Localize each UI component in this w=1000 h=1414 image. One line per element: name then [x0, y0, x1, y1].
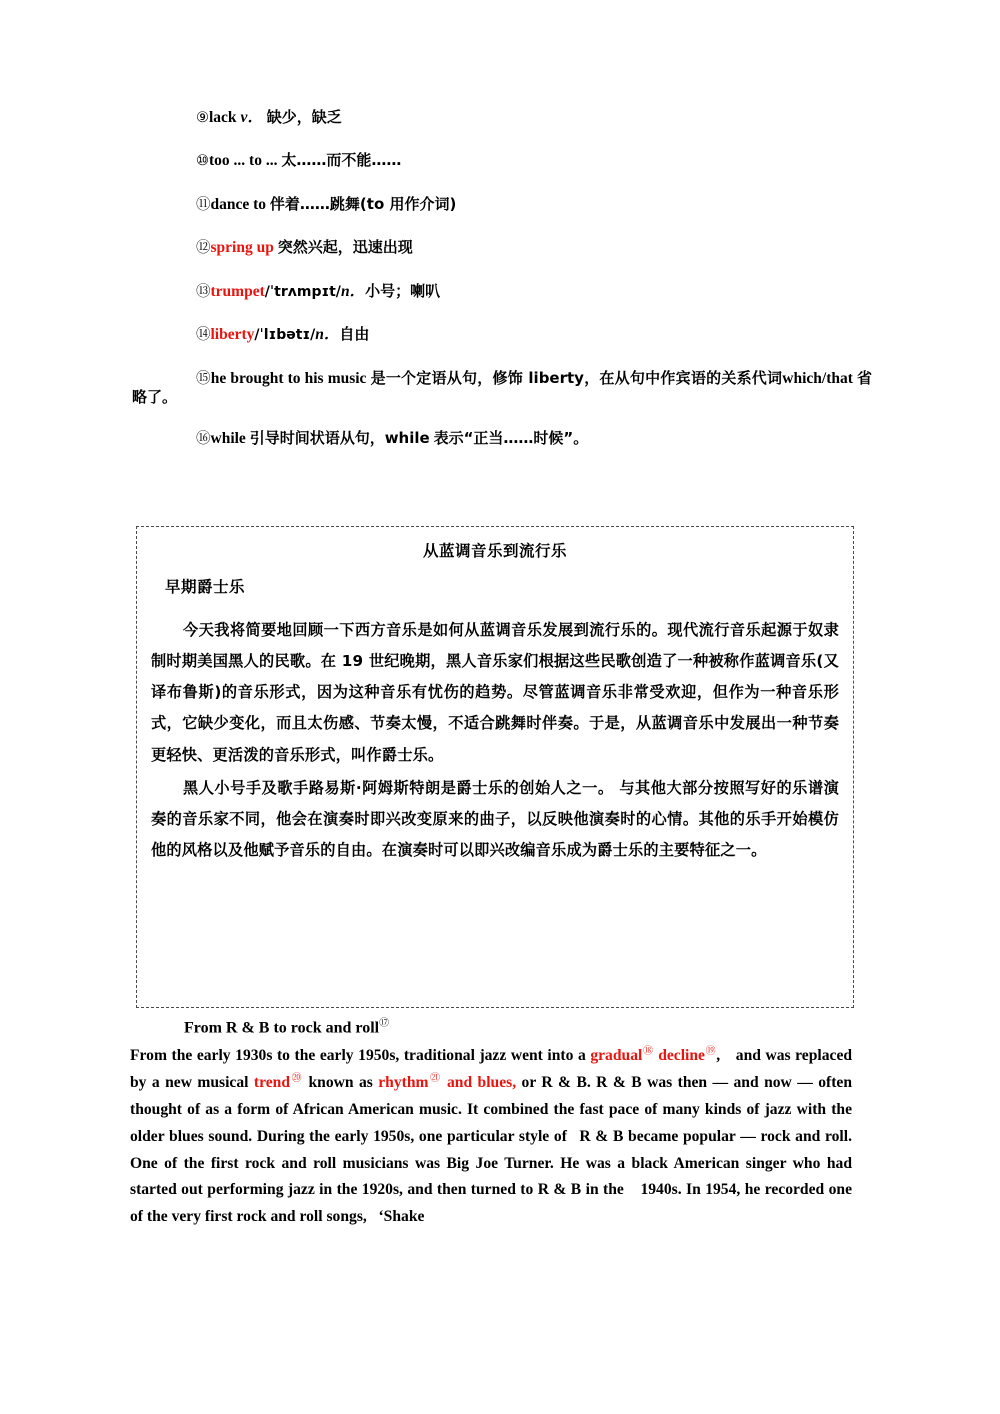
translation-box-title: 从蓝调音乐到流行乐	[422, 542, 567, 560]
item-number-10: ⑩	[196, 153, 209, 170]
translation-paragraph-2: 黑人小号手及歌手路易斯·阿姆斯特朗是爵士乐的创始人之一。 与其他大部分按照写好的乐谱演奏的音乐家不同，他会在演奏时即兴改变原来的曲子，以反映他演奏时的心情。其他的乐手开始模仿他的风格以及他赋予音乐的自由。在演奏时可以即兴改编音乐成为爵士乐的主要特征之一。	[151, 778, 839, 860]
vocab-meaning-14: 自由	[339, 325, 370, 343]
grammar-term-16: while	[210, 430, 246, 448]
english-text-run-4: , and was replaced by a new musical	[130, 1047, 853, 1092]
english-text-run-5: trend	[253, 1074, 291, 1092]
grammar-note-16	[132, 429, 872, 448]
item-number-14: ⑭	[196, 327, 211, 343]
grammar-term-15b: which/that	[782, 369, 853, 387]
vocab-entry-12	[132, 238, 872, 257]
vocab-pos-9: v．	[240, 109, 263, 126]
english-text-run-9: or R & B. R & B was then — and now — often thought of as a form of African American music. It combined the fast pace of many kinds of jazz with the older blues sound. During the early 1950s, one particular style of R & B became popular — rock and roll. One of the first rock and roll musicians was Big Joe Turner. He was a black American singer who had started out performing jazz in the 1920s, and then turned to R & B in the 1940s. In 1954, he recorded one of the very first rock and roll songs, ‘Shake	[130, 1074, 853, 1226]
vocabulary-list	[132, 108, 872, 449]
footnote-marker-1: ⑱	[642, 1046, 654, 1057]
english-text-run-8: and blues,	[441, 1074, 517, 1092]
vocab-phonetic-14: /ˈlɪbətɪ/	[254, 327, 316, 343]
vocab-pos-13: n．	[340, 282, 366, 300]
item-number-16: ⑯	[196, 431, 211, 448]
item-number-13: ⑬	[196, 283, 211, 300]
vocab-entry-13	[132, 282, 872, 302]
english-heading-text: From R & B to rock and roll	[184, 1019, 380, 1037]
vocab-pos-14: n．	[315, 326, 340, 343]
vocab-term-11: dance to	[210, 195, 267, 213]
vocab-entry-14	[132, 325, 872, 345]
english-text-run-3: decline	[658, 1047, 705, 1065]
translation-paragraph-1: 今天我将简要地回顾一下西方音乐是如何从蓝调音乐发展到流行乐的。现代流行音乐起源于奴隶制时期美国黑人的民歌。在 19 世纪晚期，黑人音乐家们根据这些民歌创造了一种被称作蓝调音乐(又译布鲁斯)的音乐形式，因为这种音乐有忧伤的趋势。尽管蓝调音乐非常受欢迎，但作为一种音乐形式，它缺少变化，而且太伤感、节奏太慢，不适合跳舞时伴奏。于是，从蓝调音乐中发展出一种节奏更轻快、更活泼的音乐形式，叫作爵士乐。	[151, 621, 839, 764]
english-body-paragraph	[130, 1043, 852, 1231]
vocab-entry-9	[132, 108, 872, 127]
vocab-entry-10	[132, 151, 872, 170]
item-number-15: ⑮	[196, 370, 211, 387]
footnote-marker-3: ⑲	[704, 1046, 717, 1057]
translation-box-subtitle: 早期爵士乐	[165, 578, 246, 596]
vocab-meaning-10: 太……而不能……	[281, 151, 402, 170]
vocab-entry-11	[132, 195, 872, 214]
grammar-explain-15: 是一个定语从句，修饰 liberty，在从句中作宾语的关系代词	[370, 368, 783, 387]
vocab-meaning-12: 突然兴起，迅速出现	[277, 238, 413, 257]
item-number-12: ⑫	[196, 240, 211, 257]
grammar-term-15: he brought to his music	[210, 369, 367, 387]
vocab-meaning-13: 小号；喇叭	[365, 281, 441, 300]
vocab-term-14: liberty	[210, 326, 255, 343]
grammar-note-15	[132, 369, 872, 408]
heading-footnote-marker: ⑰	[379, 1018, 390, 1029]
footnote-marker-7: ㉑	[428, 1073, 442, 1084]
grammar-explain-16a: 引导时间状语从句，while	[249, 429, 430, 448]
footnote-marker-5: ⑳	[290, 1073, 304, 1084]
item-number-11: ⑪	[196, 196, 211, 213]
english-text-run-7: rhythm	[378, 1074, 429, 1092]
vocab-meaning-9: 缺少，缺乏	[266, 108, 342, 126]
english-section-heading	[132, 1014, 872, 1037]
vocab-term-12: spring up	[210, 239, 274, 257]
english-text-run-0: From the early 1930s to the early 1950s, traditional jazz went into a	[130, 1047, 591, 1065]
vocab-term-9: lack	[209, 109, 237, 126]
vocab-phonetic-13: /ˈtrʌmpɪt/	[264, 283, 341, 300]
english-text-run-1: gradual	[590, 1047, 643, 1065]
item-number-9: ⑨	[196, 110, 209, 126]
grammar-explain-15b: 省略了。	[132, 368, 873, 406]
english-text-run-6: known as	[303, 1074, 379, 1092]
vocab-term-13: trumpet	[210, 282, 265, 300]
vocab-meaning-11: 伴着……跳舞(to 用作介词)	[269, 194, 457, 213]
grammar-explain-16b: 表示“正当……时候”。	[433, 429, 589, 448]
vocab-term-10: too ... to ...	[209, 152, 278, 170]
translation-box	[136, 526, 854, 1008]
